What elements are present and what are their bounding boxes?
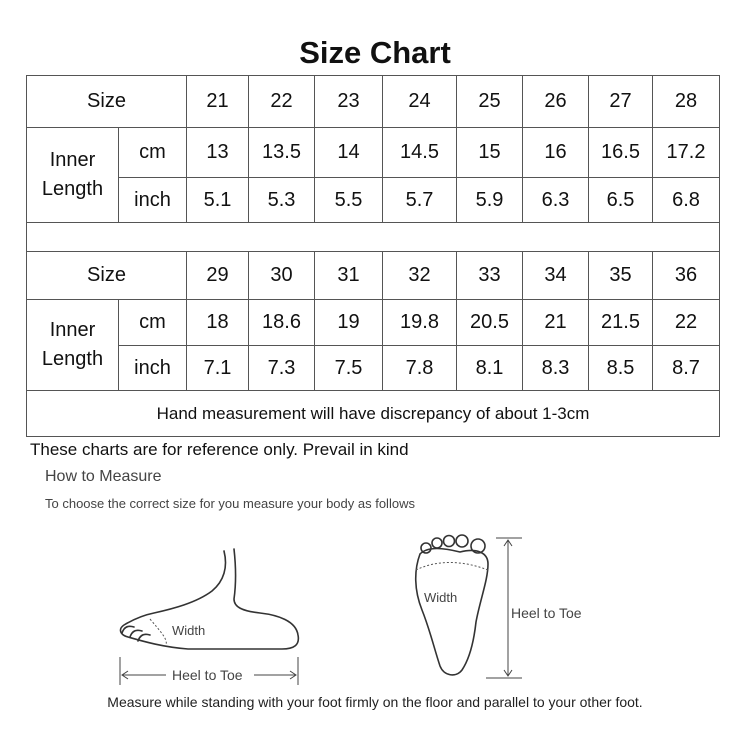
- size-cell: 27: [589, 76, 653, 128]
- inch-cell: 6.3: [523, 178, 589, 223]
- cm-cell: 20.5: [457, 300, 523, 346]
- inch-label: inch: [119, 178, 187, 223]
- cm-cell: 15: [457, 128, 523, 178]
- width-measure-line: [150, 619, 166, 645]
- inch-cell: 5.9: [457, 178, 523, 223]
- width-label: Width: [424, 590, 458, 605]
- cm-cell: 18: [187, 300, 249, 346]
- cm-cell: 22: [653, 300, 720, 346]
- spacer-row: [27, 223, 720, 252]
- size-label: Size: [27, 252, 187, 300]
- inch-row-2: [27, 346, 720, 391]
- size-cell: 26: [523, 76, 589, 128]
- size-cell: 28: [653, 76, 720, 128]
- cm-cell: 18.6: [249, 300, 315, 346]
- size-row-2: [27, 252, 720, 300]
- size-row-1: [27, 76, 720, 128]
- cm-cell: 14: [315, 128, 383, 178]
- inch-cell: 5.5: [315, 178, 383, 223]
- cm-cell: 21.5: [589, 300, 653, 346]
- inner-length-label: Inner Length: [27, 300, 119, 391]
- cm-row-1: [27, 128, 720, 178]
- inch-cell: 8.7: [653, 346, 720, 391]
- how-to-measure-subtitle: To choose the correct size for you measure your body as follows: [45, 496, 415, 511]
- cm-cell: 16.5: [589, 128, 653, 178]
- note-row: [27, 391, 720, 437]
- cm-cell: 13: [187, 128, 249, 178]
- width-label: Width: [172, 623, 206, 638]
- cm-cell: 19: [315, 300, 383, 346]
- foot-top-view-diagram: [400, 530, 600, 685]
- heel-to-toe-label: Heel to Toe: [172, 667, 243, 683]
- size-cell: 35: [589, 252, 653, 300]
- foot-side-view-diagram: [110, 545, 310, 685]
- size-cell: 25: [457, 76, 523, 128]
- cm-cell: 14.5: [383, 128, 457, 178]
- inch-cell: 8.3: [523, 346, 589, 391]
- inch-cell: 6.5: [589, 178, 653, 223]
- size-label: Size: [27, 76, 187, 128]
- inch-cell: 8.5: [589, 346, 653, 391]
- measure-instruction: Measure while standing with your foot firmly on the floor and parallel to your other foot.: [107, 694, 643, 710]
- how-to-measure-title: How to Measure: [45, 468, 162, 485]
- size-cell: 24: [383, 76, 457, 128]
- inner-length-label: Inner Length: [27, 128, 119, 223]
- inch-cell: 7.3: [249, 346, 315, 391]
- inch-cell: 5.3: [249, 178, 315, 223]
- inch-cell: 8.1: [457, 346, 523, 391]
- size-cell: 22: [249, 76, 315, 128]
- inch-cell: 7.1: [187, 346, 249, 391]
- inch-cell: 5.7: [383, 178, 457, 223]
- cm-label: cm: [119, 300, 187, 346]
- inch-cell: 7.5: [315, 346, 383, 391]
- inch-cell: 6.8: [653, 178, 720, 223]
- size-cell: 32: [383, 252, 457, 300]
- page-title: Size Chart: [299, 35, 451, 70]
- cm-label: cm: [119, 128, 187, 178]
- size-cell: 29: [187, 252, 249, 300]
- heel-to-toe-label: Heel to Toe: [511, 605, 582, 621]
- cm-cell: 19.8: [383, 300, 457, 346]
- size-cell: 33: [457, 252, 523, 300]
- reference-disclaimer: These charts are for reference only. Prevail in kind: [30, 440, 409, 459]
- cm-cell: 16: [523, 128, 589, 178]
- size-cell: 23: [315, 76, 383, 128]
- size-cell: 36: [653, 252, 720, 300]
- discrepancy-note: Hand measurement will have discrepancy of about 1-3cm: [27, 391, 720, 437]
- size-cell: 34: [523, 252, 589, 300]
- inch-row-1: [27, 178, 720, 223]
- size-cell: 30: [249, 252, 315, 300]
- cm-cell: 17.2: [653, 128, 720, 178]
- width-measure-curve: [416, 563, 488, 571]
- size-cell: 21: [187, 76, 249, 128]
- foot-side-outline: [121, 549, 299, 649]
- size-chart-table: [26, 75, 720, 437]
- cm-cell: 13.5: [249, 128, 315, 178]
- cm-row-2: [27, 300, 720, 346]
- spacer-cell: [27, 223, 720, 252]
- inch-cell: 5.1: [187, 178, 249, 223]
- size-cell: 31: [315, 252, 383, 300]
- inch-cell: 7.8: [383, 346, 457, 391]
- inch-label: inch: [119, 346, 187, 391]
- cm-cell: 21: [523, 300, 589, 346]
